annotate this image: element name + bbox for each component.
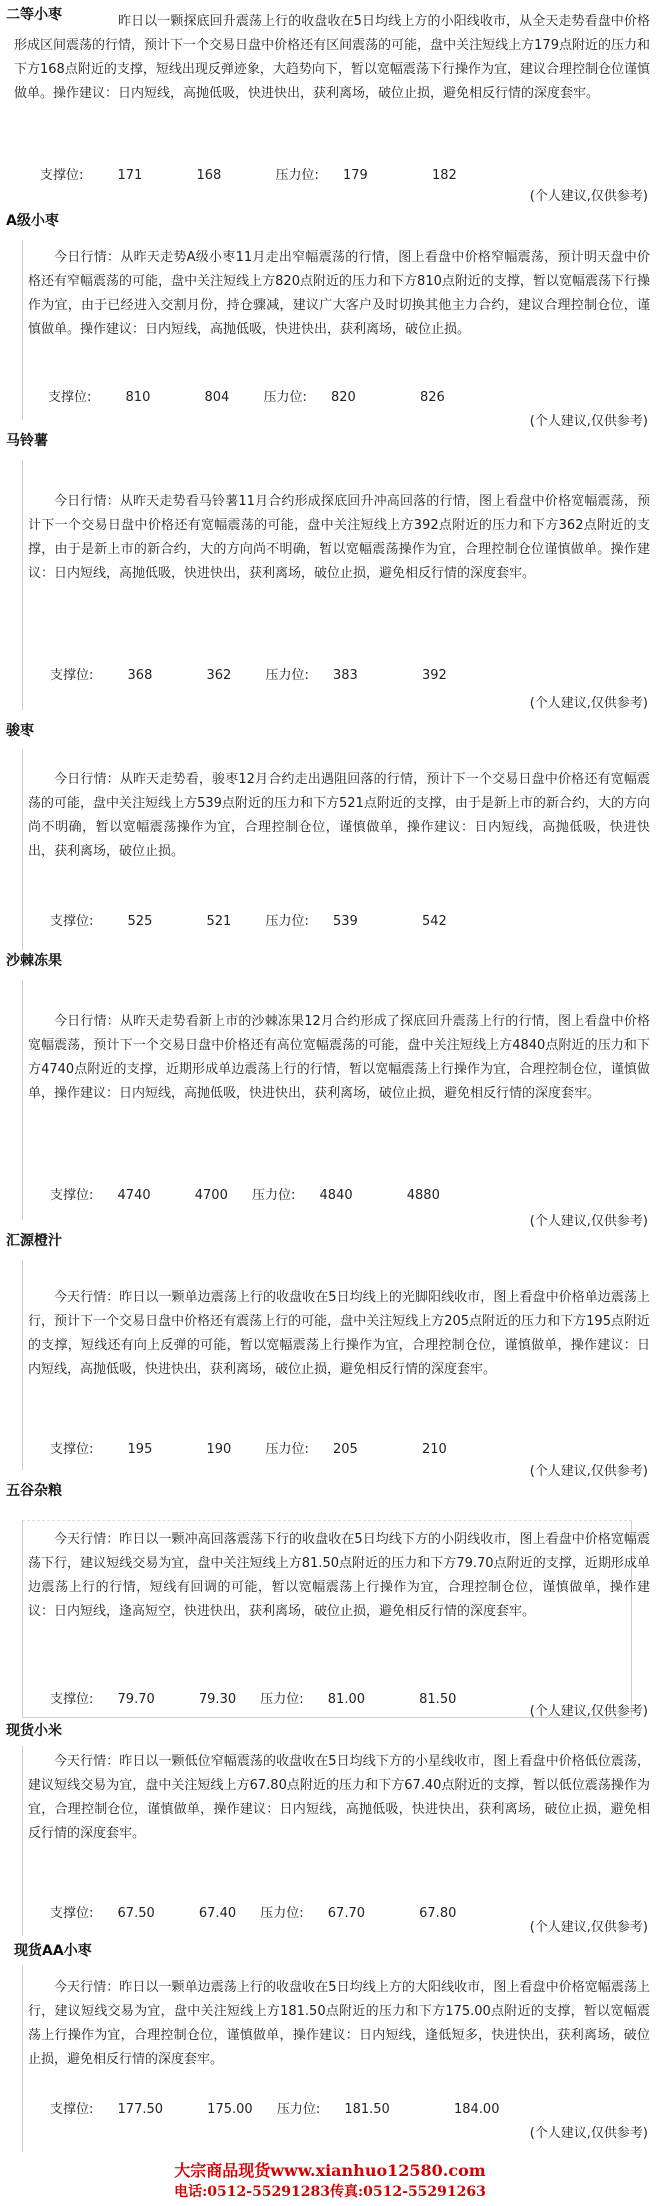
section-9	[0, 1940, 660, 2160]
levels-row: 支撑位: 368 362 压力位: 383 392	[50, 668, 447, 683]
levels-row: 支撑位: 171 168 压力位: 179 182	[40, 168, 457, 183]
section-title: 现货小米	[6, 1723, 62, 1739]
section-title: 现货AA小枣	[14, 1943, 92, 1959]
disclaimer-note: (个人建议,仅供参考)	[529, 189, 648, 204]
section-7	[0, 1480, 660, 1720]
section-2	[0, 210, 660, 430]
disclaimer-note: (个人建议,仅供参考)	[529, 1464, 648, 1479]
section-1	[0, 0, 660, 204]
section-3	[0, 430, 660, 720]
section-title: A级小枣	[6, 213, 59, 229]
section-text: 昨日以一颗探底回升震荡上行的收盘收在5日均线上方的小阳线收市，从全天走势看盘中价格形成区间震荡的行情，预计下一个交易日盘中价格还有区间震荡的可能，盘中关注短线上方179点附近的压力和下方168点附近的支撑，短线出现反弹迹象，大趋势向下，暂以宽幅震荡下行操作为宜，建议合理控制仓位谨慎做单。操作建议：日内短线，高抛低吸，快进快出，获利离场，破位止损，避免相反行情的深度套牢。	[14, 14, 650, 101]
disclaimer-note: (个人建议,仅供参考)	[529, 2126, 648, 2141]
levels-row: 支撑位: 79.70 79.30 压力位: 81.00 81.50	[50, 1692, 457, 1707]
levels-row: 支撑位: 67.50 67.40 压力位: 67.70 67.80	[50, 1906, 457, 1921]
disclaimer-note: (个人建议,仅供参考)	[529, 1214, 648, 1229]
section-text: 今日行情：从昨天走势看，骏枣12月合约走出遇阻回落的行情，预计下一个交易日盘中价格还有宽幅震荡的可能，盘中关注短线上方539点附近的压力和下方521点附近的支撑，由于是新上市的新合约，大的方向尚不明确，暂以宽幅震荡操作为宜，合理控制仓位，谨慎做单，操作建议：日内短线，高抛低吸，快进快出，获利离场，破位止损。	[28, 772, 650, 859]
levels-row: 支撑位: 177.50 175.00 压力位: 181.50 184.00	[50, 2102, 500, 2117]
section-text: 今天行情：昨日以一颗单边震荡上行的收盘收在5日均线上方的大阳线收市，图上看盘中价格宽幅震荡上行，建议短线交易为宜，盘中关注短线上方181.50点附近的压力和下方175.00点附近的支撑，暂以宽幅震荡上行操作为宜，合理控制仓位，谨慎做单，操作建议：日内短线，逢低短多，快进快出，获利离场，破位止损，避免相反行情的深度套牢。	[28, 1980, 650, 2067]
section-title: 骏枣	[6, 723, 34, 739]
disclaimer-note: (个人建议,仅供参考)	[529, 696, 648, 711]
levels-row: 支撑位: 810 804 压力位: 820 826	[48, 390, 445, 405]
section-text: 今天行情：昨日以一颗冲高回落震荡下行的收盘收在5日均线下方的小阴线收市，图上看盘中价格宽幅震荡下行，建议短线交易为宜，盘中关注短线上方81.50点附近的压力和下方79.70点附近的支撑，近期形成单边震荡上行的行情，短线有回调的可能，暂以宽幅震荡上行操作为宜，合理控制仓位，谨慎做单，操作建议：日内短线，逢高短空，快进快出，获利离场，破位止损，避免相反行情的深度套牢。	[28, 1532, 650, 1619]
section-title: 沙棘冻果	[6, 953, 62, 969]
levels-row: 支撑位: 4740 4700 压力位: 4840 4880	[50, 1188, 440, 1203]
section-text: 今天行情：昨日以一颗低位窄幅震荡的收盘收在5日均线下方的小星线收市，图上看盘中价格低位震荡，建议短线交易为宜，盘中关注短线上方67.80点附近的压力和下方67.40点附近的支撑，暂以低位震荡操作为宜，合理控制仓位，谨慎做单，操作建议：日内短线，高抛低吸，快进快出，获利离场，破位止损，避免相反行情的深度套牢。	[28, 1754, 650, 1841]
levels-row: 支撑位: 195 190 压力位: 205 210	[50, 1442, 447, 1457]
section-title: 马铃薯	[6, 433, 48, 449]
footer-contact: 电话:0512-55291283传真:0512-55291263	[174, 2184, 486, 2200]
section-title: 汇源橙汁	[6, 1233, 62, 1249]
section-title: 五谷杂粮	[6, 1483, 62, 1499]
footer	[0, 2160, 660, 2202]
section-text: 今天行情：昨日以一颗单边震荡上行的收盘收在5日均线上的光脚阳线收市，图上看盘中价格单边震荡上行，预计下一个交易日盘中价格还有震荡上行的可能，盘中关注短线上方205点附近的压力和下方195点附近的支撑，短线还有向上反弹的可能，暂以宽幅震荡上行操作为宜，合理控制仓位，谨慎做单，操作建议：日内短线，高抛低吸，快进快出，获利离场，破位止损，避免相反行情的深度套牢。	[28, 1290, 650, 1377]
levels-row: 支撑位: 525 521 压力位: 539 542	[50, 914, 447, 929]
section-5	[0, 950, 660, 1230]
section-text: 今日行情：从昨天走势A级小枣11月走出窄幅震荡的行情，图上看盘中价格窄幅震荡，预计明天盘中价格还有窄幅震荡的可能，盘中关注短线上方820点附近的压力和下方810点附近的支撑，暂以宽幅震荡下行操作为宜，由于已经进入交割月份，持仓骤减，建议广大客户及时切换其他主力合约，建议合理控制仓位，谨慎做单。操作建议：日内短线，高抛低吸，快进快出，获利离场，破位止损。	[28, 250, 650, 337]
section-title: 二等小枣	[6, 7, 62, 23]
section-4	[0, 720, 660, 950]
disclaimer-note: (个人建议,仅供参考)	[529, 414, 648, 429]
disclaimer-note: (个人建议,仅供参考)	[529, 1704, 648, 1719]
section-8	[0, 1720, 660, 1940]
footer-website[interactable]: 大宗商品现货www.xianhuo12580.com	[174, 2161, 486, 2180]
section-text: 今日行情：从昨天走势看新上市的沙棘冻果12月合约形成了探底回升震荡上行的行情，图上看盘中价格宽幅震荡，预计下一个交易日盘中价格还有高位宽幅震荡的可能，盘中关注短线上方4840点附近的压力和下方4740点附近的支撑，近期形成单边震荡上行的行情，暂以宽幅震荡上行操作为宜，合理控制仓位，谨慎做单，操作建议：日内短线，高抛低吸，快进快出，获利离场，破位止损，避免相反行情的深度套牢。	[28, 1014, 650, 1101]
section-text: 今日行情：从昨天走势看马铃薯11月合约形成探底回升冲高回落的行情，图上看盘中价格宽幅震荡，预计下一个交易日盘中价格还有宽幅震荡的可能，盘中关注短线上方392点附近的压力和下方362点附近的支撑，由于是新上市的新合约，大的方向尚不明确，暂以宽幅震荡操作为宜，合理控制仓位谨慎做单。操作建议：日内短线，高抛低吸，快进快出，获利离场，破位止损，避免相反行情的深度套牢。	[28, 494, 650, 581]
disclaimer-note: (个人建议,仅供参考)	[529, 1920, 648, 1935]
section-6	[0, 1230, 660, 1480]
